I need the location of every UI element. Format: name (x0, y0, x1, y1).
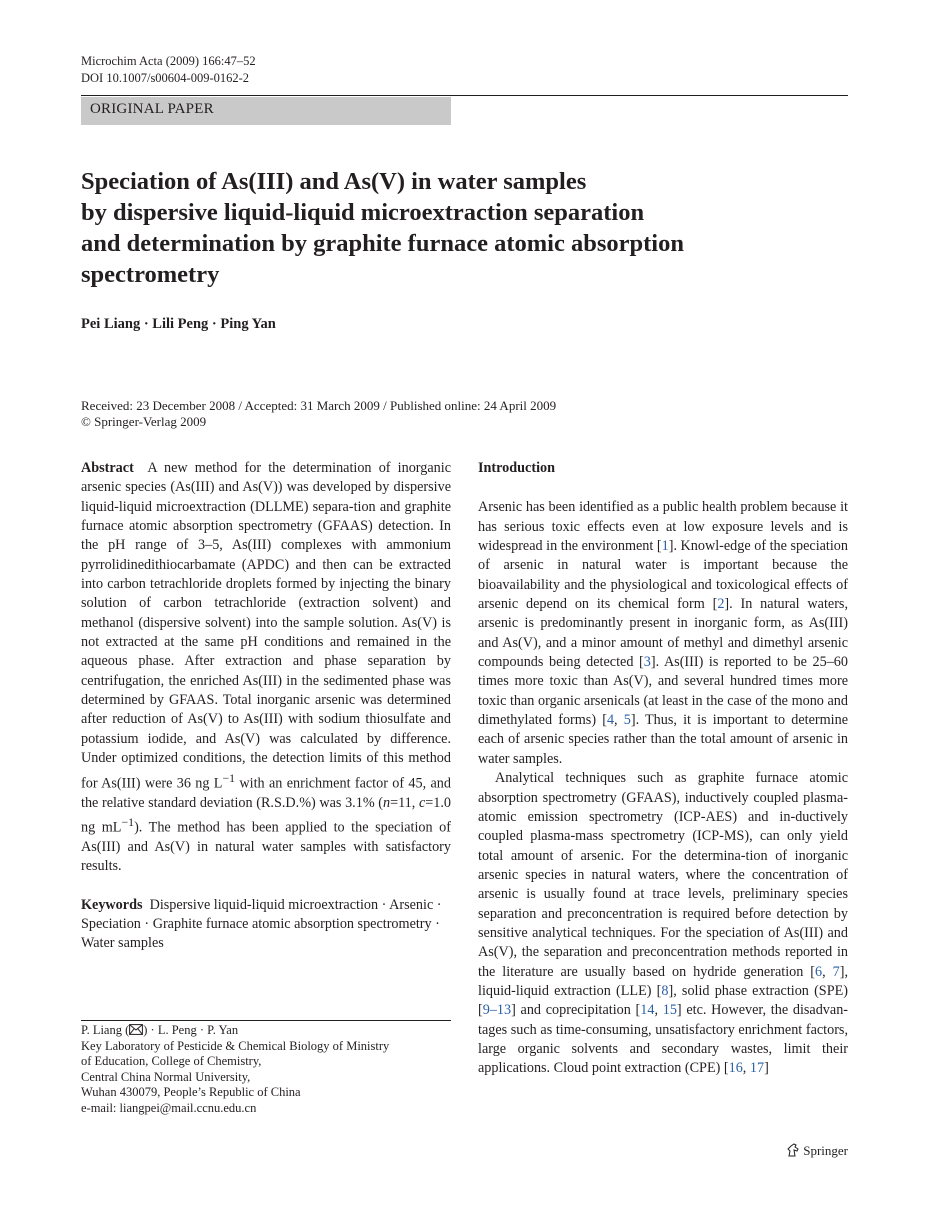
author-list: Pei Liang · Lili Peng · Ping Yan (81, 316, 276, 332)
reference-link[interactable]: 17 (749, 1060, 765, 1077)
reference-link[interactable]: 15 (662, 1002, 677, 1019)
title-line: and determination by graphite furnace atomic absorption (81, 230, 684, 257)
reference-link[interactable]: 7 (832, 963, 840, 980)
article-type-banner (81, 97, 451, 125)
title-line: Speciation of As(III) and As(V) in water samples (81, 168, 587, 195)
author-email[interactable]: e-mail: liangpei@mail.ccnu.edu.cn (81, 1100, 257, 1115)
introduction-paragraph-1: Arsenic has been identified as a public health problem because it has serious toxic effects even at low exposure levels and is widespread in the environment [1]. Knowl-edge of the speciation of arsenic in natural water is important because the bioavailability and the physiological and toxicological effects of arsenic depend on its chemical form [2]. In natural waters, arsenic is predominantly present in inorganic form, as As(III) and As(V), and a minor amount of methyl and dimethyl arsenic compounds being detected [3]. As(III) is reported to be 25–60 times more toxic than As(V), and several hundred times more toxic than organic arsenicals (at least in the case of the mono and dimethylated forms) [4, 5]. Thus, it is important to determine each of arsenic species rather than the total amount of arsenic in water samples. (478, 499, 848, 767)
affiliation-line: Wuhan 430079, People’s Republic of China (81, 1085, 301, 1100)
reference-link[interactable]: 16 (728, 1060, 743, 1077)
keywords-label: Keywords (81, 896, 143, 913)
reference-link[interactable]: 14 (640, 1002, 655, 1019)
footnote-rule (81, 1020, 451, 1021)
author-affiliation (81, 1023, 389, 1117)
keywords-text: Dispersive liquid-liquid microextraction · Arsenic · Speciation · Graphite furnace atomic absorption spectrometry · Water samples (81, 896, 442, 952)
reference-link[interactable]: 5 (623, 712, 631, 729)
received-accepted-dates: Received: 23 December 2008 / Accepted: 31 March 2009 / Published online: 24 April 2009 (81, 398, 557, 413)
publisher-logo (786, 1143, 848, 1159)
envelope-icon (129, 1024, 143, 1035)
keywords (81, 896, 451, 954)
reference-link[interactable]: 8 (661, 982, 669, 999)
reference-link[interactable]: 1 (661, 538, 669, 555)
copyright-notice: © Springer-Verlag 2009 (81, 414, 207, 429)
article-type-label: ORIGINAL PAPER (90, 101, 214, 117)
reference-link[interactable]: 2 (717, 596, 725, 613)
title-line: spectrometry (81, 261, 220, 288)
reference-link[interactable]: 6 (815, 963, 823, 980)
affiliation-names: P. Liang ( ) · L. Peng · P. Yan (81, 1023, 239, 1037)
introduction-paragraph-2: Analytical techniques such as graphite furnace atomic absorption spectrometry (GFAAS), inductively coupled plasma-atomic emission spectrometry (ICP-AES) and in-ductively coupled plasma-mass spectrometry (ICP-MS), can only yield total amount of arsenic. For the determina-tion of inorganic arsenic species in natural waters, where the concentration of arsenic is usually found at trace levels, preliminary species separation and preconcentration is required before detection by sensitive analytical techniques. For the speciation of As(III) and As(V), the separation and preconcentration methods reported in the literature are usually based on hydride generation [6, 7], liquid-liquid extraction (LLE) [8], solid phase extraction (SPE) [9–13] and coprecipitation [14, 15] etc. However, the disadvan-tages such as time-consuming, unsatisfactory enrichment factors, large organic solvents and secondary wastes, limit their applications. Cloud point extraction (CPE) [16, 17] (478, 770, 849, 1077)
reference-link[interactable]: 9–13 (482, 1002, 512, 1019)
paper-title (81, 166, 841, 290)
introduction-heading: Introduction (478, 460, 555, 476)
abstract: Abstract A new method for the determination of inorganic arsenic species (As(III) and As(V)) was developed by dispersive liquid-liquid microextraction (DLLME) separa-tion and graphite furnace atomic absorption spectrometry (GFAAS) detection. In the pH range of 3–5, As(III) complexes with ammonium pyrrolidinedithiocarbamate (APDC) and then can be extracted into carbon tetrachloride droplets formed by injecting the binary solution of carbon tetrachloride (extraction solvent) and methanol (dispersive solvent) into the sample solution. As(V) is not extracted at the same pH conditions and remained in the aqueous phase. After extraction and phase separation by centrifugation, the enriched As(III) in the sedimented phase was determined by GFAAS. Total inorganic arsenic was determined after reduction of As(V) to As(III) with sodium thiosulfate and potassium iodide, and As(V) was calculated by difference. Under optimized conditions, the detection limits of this method for As(III) were 36 ng $L^{-1}$ with an enrichment factor of 45, and the relative standard deviation (R.S.D.%) was 3.1% (n=11, c=1.0 ng $mL^{-1}$). The method has been applied to the speciation of As(III) and As(V) in natural water samples with satisfactory results. (81, 460, 452, 875)
right-column (478, 459, 848, 1079)
journal-doi: DOI 10.1007/s00604-009-0162-2 (81, 71, 250, 85)
publication-dates (81, 398, 556, 430)
title-line: by dispersive liquid-liquid microextraction separation (81, 199, 645, 226)
journal-citation: Microchim Acta (2009) 166:47–52 (81, 54, 256, 68)
affiliation-line: Key Laboratory of Pesticide & Chemical Biology of Ministry (81, 1038, 390, 1053)
affiliation-line: Central China Normal University, (81, 1069, 251, 1084)
publisher-name: Springer (803, 1143, 848, 1158)
reference-link[interactable]: 3 (643, 654, 651, 671)
journal-header (81, 53, 256, 87)
left-column (81, 459, 451, 954)
affiliation-line: of Education, College of Chemistry, (81, 1054, 262, 1069)
header-rule (81, 95, 848, 96)
abstract-label: Abstract (81, 460, 134, 476)
springer-horse-icon (786, 1143, 800, 1157)
reference-link[interactable]: 4 (606, 712, 615, 729)
